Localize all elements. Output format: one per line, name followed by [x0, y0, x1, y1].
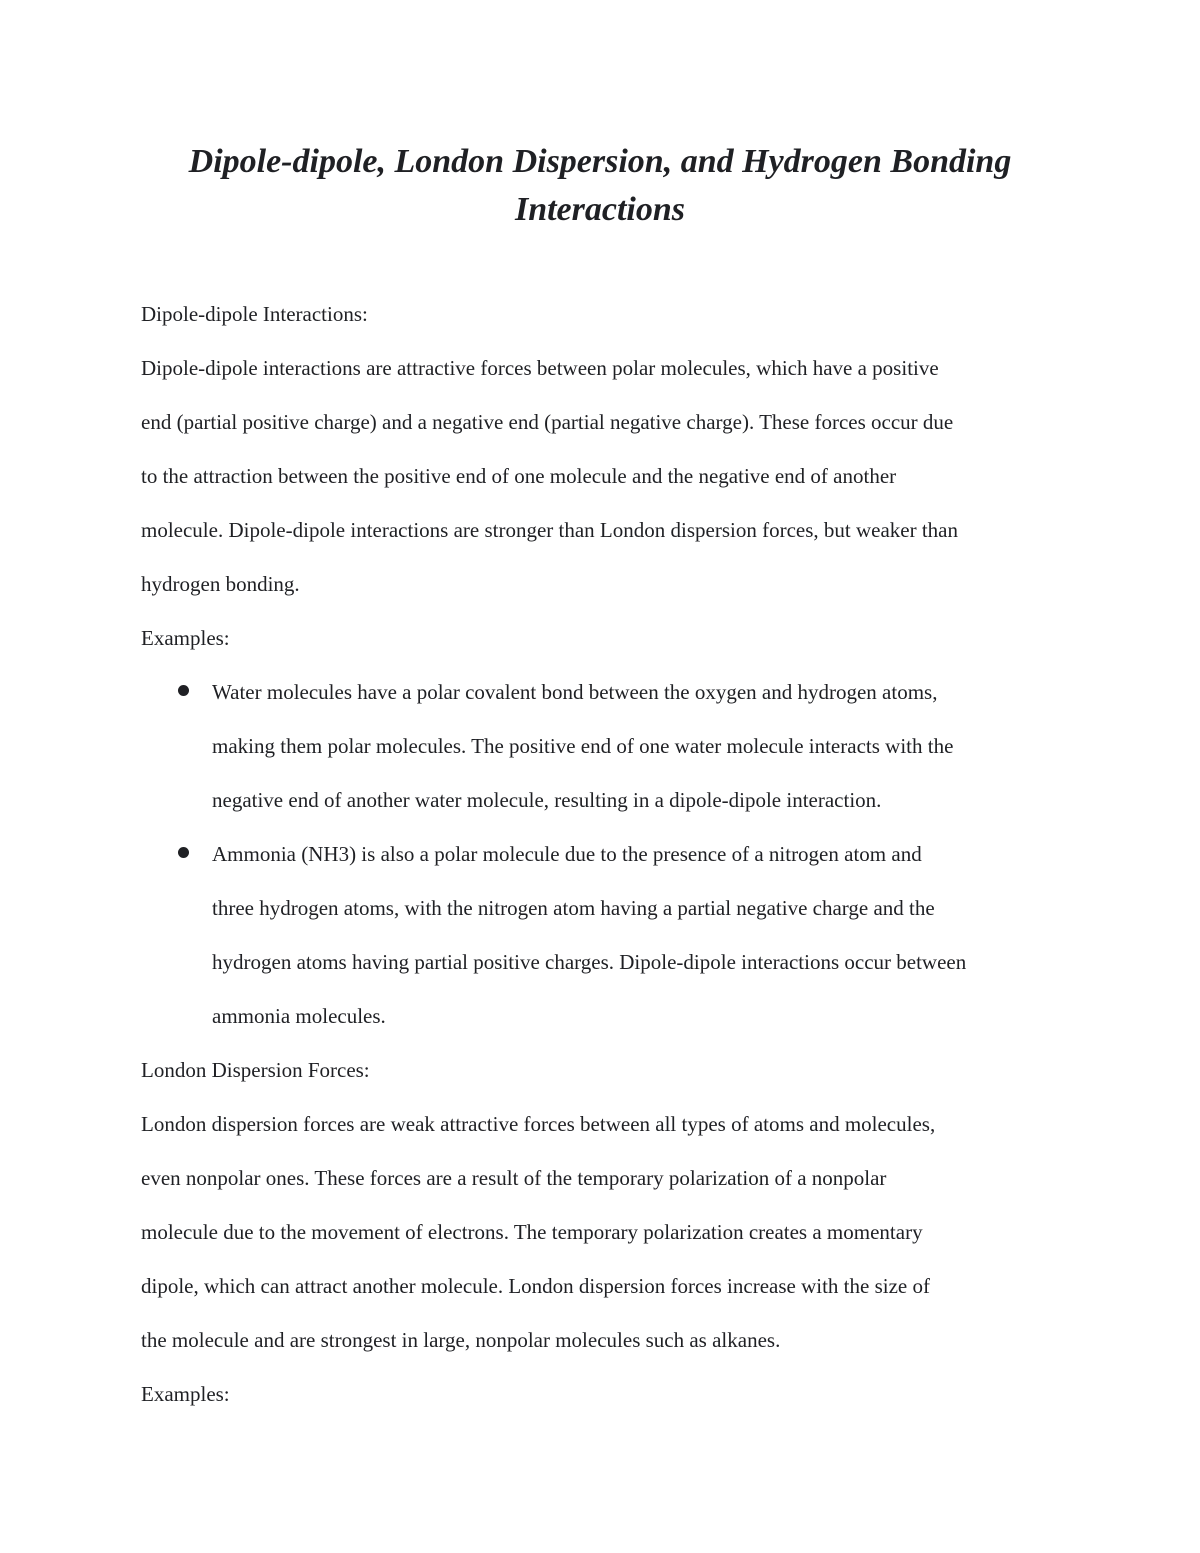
paragraph-line: Dipole-dipole interactions are attractive forces between polar molecules, which have a positive — [141, 356, 939, 380]
bullet-icon — [178, 685, 189, 696]
list-item-line: ammonia molecules. — [212, 1004, 386, 1028]
list-item-line: Ammonia (NH3) is also a polar molecule due to the presence of a nitrogen atom and — [212, 842, 922, 866]
title-line: Dipole-dipole, London Dispersion, and Hydrogen Bonding — [188, 143, 1012, 180]
list-item-water — [141, 665, 1071, 827]
paragraph-line: to the attraction between the positive end of one molecule and the negative end of another — [141, 464, 897, 488]
list-item-ammonia — [141, 827, 1071, 1043]
bullet-icon — [178, 847, 189, 858]
list-item-line: making them polar molecules. The positive end of one water molecule interacts with the — [212, 734, 954, 758]
title-line: Interactions — [514, 191, 686, 228]
section-heading-london: London Dispersion Forces: — [141, 1058, 370, 1082]
list-item-line: three hydrogen atoms, with the nitrogen atom having a partial negative charge and the — [212, 896, 935, 920]
paragraph-dipole — [141, 341, 1071, 611]
paragraph-line: dipole, which can attract another molecule. London dispersion forces increase with the size of — [141, 1274, 930, 1298]
paragraph-line: end (partial positive charge) and a negative end (partial negative charge). These forces occur due — [141, 410, 954, 434]
section-heading-dipole: Dipole-dipole Interactions: — [141, 302, 368, 326]
paragraph-line: molecule. Dipole-dipole interactions are stronger than London dispersion forces, but weaker than — [141, 518, 958, 542]
paragraph-line: London dispersion forces are weak attractive forces between all types of atoms and molecules, — [141, 1112, 936, 1136]
paragraph-line: hydrogen bonding. — [141, 572, 300, 596]
list-item-line: negative end of another water molecule, resulting in a dipole-dipole interaction. — [212, 788, 882, 812]
list-item-line: Water molecules have a polar covalent bond between the oxygen and hydrogen atoms, — [212, 680, 938, 704]
paragraph-london — [141, 1097, 1071, 1367]
examples-label-london: Examples: — [141, 1382, 230, 1406]
examples-label-dipole: Examples: — [141, 626, 230, 650]
document-body — [141, 287, 1071, 1421]
paragraph-line: the molecule and are strongest in large, nonpolar molecules such as alkanes. — [141, 1328, 781, 1352]
paragraph-line: molecule due to the movement of electrons. The temporary polarization creates a momentary — [141, 1220, 923, 1244]
list-item-line: hydrogen atoms having partial positive charges. Dipole-dipole interactions occur between — [212, 950, 967, 974]
examples-list-dipole — [141, 665, 1071, 1043]
page-title — [100, 138, 1100, 234]
paragraph-line: even nonpolar ones. These forces are a result of the temporary polarization of a nonpolar — [141, 1166, 887, 1190]
